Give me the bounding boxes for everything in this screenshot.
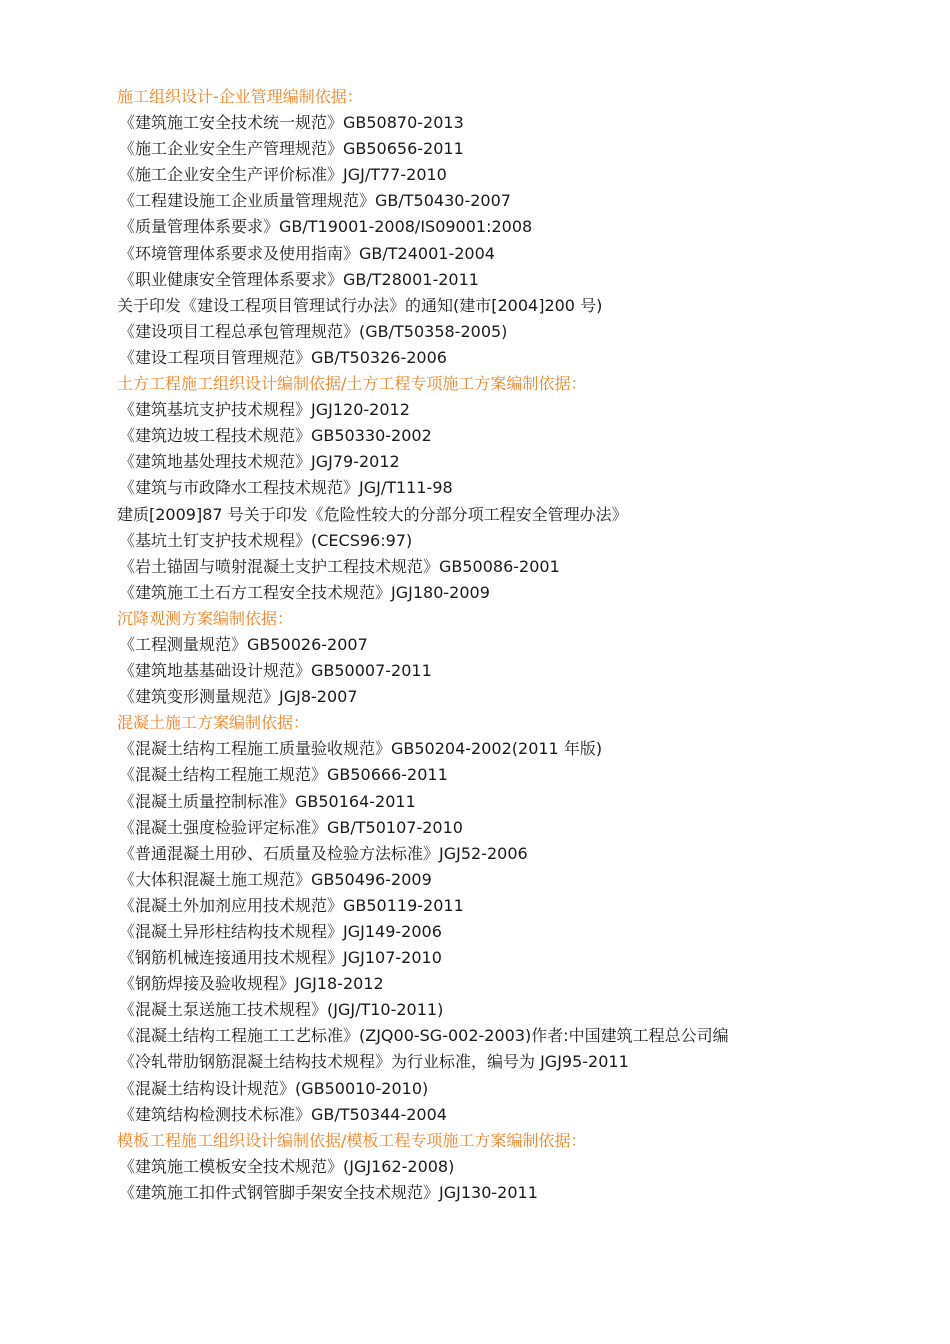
section-heading: 混凝土施工方案编制依据： bbox=[117, 713, 310, 733]
list-item: 《建筑边坡工程技术规范》GB50330-2002 bbox=[119, 426, 432, 446]
list-item: 《质量管理体系要求》GB/T19001-2008/IS09001:2008 bbox=[119, 217, 533, 237]
list-item: 关于印发《建设工程项目管理试行办法》的通知(建市[2004]200 号) bbox=[117, 295, 603, 315]
list-item: 《施工企业安全生产评价标准》JGJ/T77-2010 bbox=[119, 165, 447, 185]
list-item: 《混凝土强度检验评定标准》GB/T50107-2010 bbox=[119, 817, 463, 837]
list-item: 《混凝土结构工程施工质量验收规范》GB50204-2002(2011 年版) bbox=[119, 739, 603, 759]
list-item: 《施工企业安全生产管理规范》GB50656-2011 bbox=[119, 139, 464, 159]
list-item: 《混凝土泵送施工技术规程》(JGJ/T10-2011) bbox=[119, 1000, 444, 1020]
list-item: 《建筑施工扣件式钢管脚手架安全技术规范》JGJ130-2011 bbox=[119, 1182, 538, 1202]
list-item: 《建筑地基处理技术规范》JGJ79-2012 bbox=[119, 452, 400, 472]
list-item: 《建筑变形测量规范》JGJ8-2007 bbox=[119, 687, 358, 707]
list-item: 《建设工程项目管理规范》GB/T50326-2006 bbox=[119, 347, 447, 367]
list-item: 《混凝土异形柱结构技术规程》JGJ149-2006 bbox=[119, 922, 442, 941]
list-item: 《大体积混凝土施工规范》GB50496-2009 bbox=[119, 869, 432, 889]
list-item: 《普通混凝土用砂、石质量及检验方法标准》JGJ52-2006 bbox=[119, 843, 528, 863]
list-item: 《建筑结构检测技术标准》GB/T50344-2004 bbox=[119, 1104, 447, 1124]
list-item: 《冷轧带肋钢筋混凝土结构技术规程》为行业标准，编号为 JGJ95-2011 bbox=[119, 1052, 629, 1072]
list-item: 《工程建设施工企业质量管理规范》GB/T50430-2007 bbox=[119, 191, 511, 211]
document-body bbox=[0, 84, 950, 1206]
section-heading: 沉降观测方案编制依据： bbox=[117, 608, 294, 628]
list-item: 《混凝土外加剂应用技术规范》GB50119-2011 bbox=[119, 895, 464, 915]
list-item: 《环境管理体系要求及使用指南》GB/T24001-2004 bbox=[119, 243, 495, 263]
list-item: 《基坑土钉支护技术规程》(CECS96:97) bbox=[119, 530, 413, 550]
list-item: 《工程测量规范》GB50026-2007 bbox=[119, 634, 368, 654]
list-item: 《建筑施工土石方工程安全技术规范》JGJ180-2009 bbox=[119, 582, 490, 602]
list-item: 《混凝土质量控制标准》GB50164-2011 bbox=[119, 791, 416, 811]
section-heading: 模板工程施工组织设计编制依据/模板工程专项施工方案编制依据： bbox=[117, 1130, 587, 1150]
list-item: 《钢筋焊接及验收规程》JGJ18-2012 bbox=[119, 974, 384, 994]
section-heading: 施工组织设计-企业管理编制依据： bbox=[117, 87, 363, 106]
list-item: 《建设项目工程总承包管理规范》(GB/T50358-2005) bbox=[119, 321, 508, 341]
list-item: 《建筑施工安全技术统一规范》GB50870-2013 bbox=[119, 113, 464, 133]
list-item: 《职业健康安全管理体系要求》GB/T28001-2011 bbox=[119, 269, 479, 289]
list-item: 《混凝土结构工程施工工艺标准》(ZJQ00-SG-002-2003)作者:中国建筑工程总公司编 bbox=[119, 1026, 729, 1046]
list-item: 《建筑施工模板安全技术规范》(JGJ162-2008) bbox=[119, 1156, 455, 1176]
list-item: 《建筑基坑支护技术规程》JGJ120-2012 bbox=[119, 400, 410, 420]
list-item: 《建筑与市政降水工程技术规范》JGJ/T111-98 bbox=[119, 478, 453, 498]
list-item: 《建筑地基基础设计规范》GB50007-2011 bbox=[119, 661, 432, 681]
list-item: 建质[2009]87 号关于印发《危险性较大的分部分项工程安全管理办法》 bbox=[117, 504, 628, 524]
list-item: 《混凝土结构设计规范》(GB50010-2010) bbox=[119, 1078, 429, 1098]
section-heading: 土方工程施工组织设计编制依据/土方工程专项施工方案编制依据： bbox=[117, 374, 587, 394]
list-item: 《钢筋机械连接通用技术规程》JGJ107-2010 bbox=[119, 948, 442, 968]
list-item: 《混凝土结构工程施工规范》GB50666-2011 bbox=[119, 765, 448, 785]
list-item: 《岩土锚固与喷射混凝土支护工程技术规范》GB50086-2001 bbox=[119, 556, 560, 576]
